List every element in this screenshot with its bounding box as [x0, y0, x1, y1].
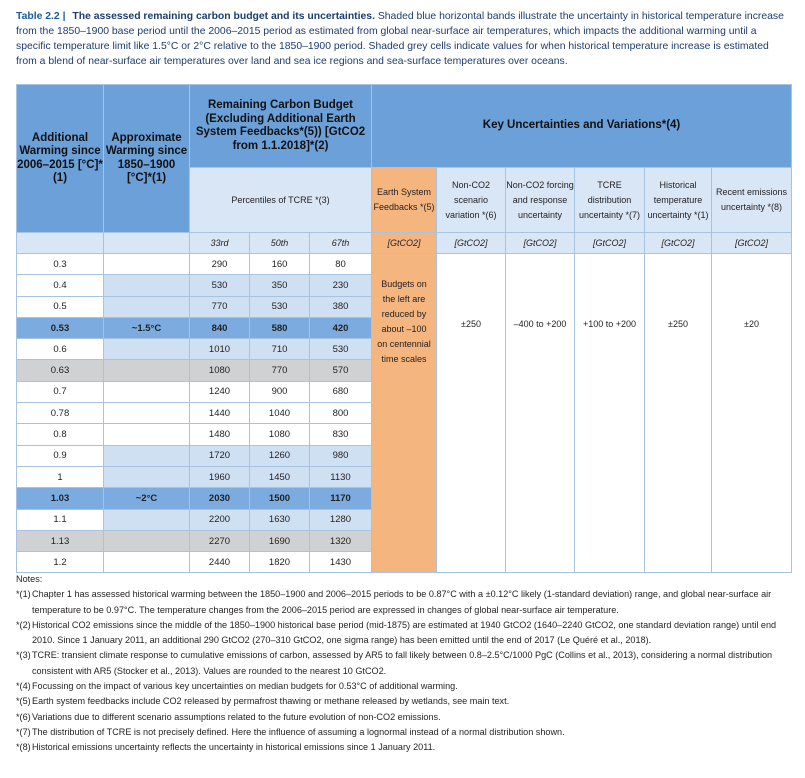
budget-p33-cell: 2030 — [190, 488, 250, 509]
additional-warming-cell: 1.2 — [17, 552, 104, 573]
additional-warming-cell: 0.6 — [17, 339, 104, 360]
approximate-warming-cell — [104, 296, 190, 317]
additional-warming-cell: 0.9 — [17, 445, 104, 466]
notes — [16, 572, 791, 756]
note-text: Focussing on the impact of various key uncertainties on median budgets for 0.53°C of additional warming. — [32, 681, 458, 692]
note-item — [16, 740, 791, 755]
approximate-warming-cell — [104, 530, 190, 551]
note-marker: *(2) — [16, 619, 31, 630]
budget-p50-cell: 1080 — [250, 424, 310, 445]
approximate-warming-cell: ~2°C — [104, 488, 190, 509]
budget-p50-cell: 770 — [250, 360, 310, 381]
approximate-warming-cell — [104, 275, 190, 296]
note-marker: *(3) — [16, 650, 31, 661]
approximate-warming-cell — [104, 509, 190, 530]
notes-heading: Notes: — [16, 574, 43, 584]
additional-warming-cell: 0.4 — [17, 275, 104, 296]
budget-p33-cell: 2440 — [190, 552, 250, 573]
header-key-uncertainties: Key Uncertainties and Variations*(4) — [372, 85, 792, 168]
unit-nonco2-scenario: [GtCO2] — [437, 233, 506, 254]
unit-historical: [GtCO2] — [645, 233, 712, 254]
budget-p33-cell: 1010 — [190, 339, 250, 360]
note-item — [16, 618, 791, 649]
note-marker: *(6) — [16, 711, 31, 722]
budget-p33-cell: 1080 — [190, 360, 250, 381]
note-item — [16, 694, 791, 709]
header-approximate-warming: Approximate Warming since 1850–1900 [°C]*(1) — [104, 85, 190, 233]
approximate-warming-cell — [104, 254, 190, 275]
additional-warming-cell: 0.3 — [17, 254, 104, 275]
approximate-warming-cell — [104, 552, 190, 573]
additional-warming-cell: 0.7 — [17, 381, 104, 402]
header-additional-warming: Additional Warming since 2006–2015 [°C]*(1) — [17, 85, 104, 233]
carbon-budget-table — [16, 84, 792, 573]
note-text: Historical CO2 emissions since the middle of the 1850–1900 historical base period (mid-1875) are estimated at 1940 GtCO2 (1640–2240 GtCO2, one standard deviation range) until end 2010. Since 1 January 2011, an additional 290 GtCO2 (270–310 GtCO2, one sigma range) has been emitted until the end of 2017 (Le Quéré et al., 2018). — [32, 619, 777, 646]
budget-p50-cell: 1040 — [250, 403, 310, 424]
approximate-warming-cell: ~1.5°C — [104, 317, 190, 338]
approximate-warming-cell — [104, 339, 190, 360]
note-marker: *(7) — [16, 726, 31, 737]
budget-p50-cell: 160 — [250, 254, 310, 275]
note-text: Variations due to different scenario assumptions related to the future evolution of non-CO2 emissions. — [32, 711, 441, 722]
header-nonco2-forcing: Non-CO2 forcing and response uncertainty — [506, 168, 575, 233]
additional-warming-cell: 0.78 — [17, 403, 104, 424]
budget-p33-cell: 530 — [190, 275, 250, 296]
table-caption — [16, 9, 791, 69]
budget-p67-cell: 830 — [310, 424, 372, 445]
budget-p67-cell: 980 — [310, 445, 372, 466]
percentile-33: 33rd — [190, 233, 250, 254]
note-marker: *(1) — [16, 589, 31, 600]
budget-p50-cell: 350 — [250, 275, 310, 296]
budget-p50-cell: 1450 — [250, 466, 310, 487]
header-nonco2-scenario: Non-CO2 scenario variation *(6) — [437, 168, 506, 233]
unit-recent: [GtCO2] — [712, 233, 792, 254]
additional-warming-cell: 1.13 — [17, 530, 104, 551]
budget-p33-cell: 1480 — [190, 424, 250, 445]
budget-p33-cell: 1240 — [190, 381, 250, 402]
budget-p50-cell: 900 — [250, 381, 310, 402]
note-marker: *(4) — [16, 681, 31, 692]
budget-p50-cell: 1500 — [250, 488, 310, 509]
note-text: Historical emissions uncertainty reflects the uncertainty in historical emissions since 1 January 2011. — [32, 742, 436, 753]
budget-p33-cell: 1960 — [190, 466, 250, 487]
table-caption-text: Shaded blue horizontal bands illustrate the uncertainty in historical temperature increase from the 1850–1900 base period until the 2006–2015 period as estimated from global near-surface air temperatures, which impacts the additional warming until a specific temperature limit like 1.5°C or 2°C relative to the 1850–1900 period. Shaded grey cells indicate values for when historical temperature increase is estimated from a blend of near-surface air temperatures over land and sea ice regions and sea-surface temperatures over oceans. — [16, 11, 784, 67]
note-text: Earth system feedbacks include CO2 released by permafrost thawing or methane released by wetlands, see main text. — [32, 696, 510, 707]
budget-p67-cell: 1430 — [310, 552, 372, 573]
note-item — [16, 725, 791, 740]
note-item — [16, 710, 791, 725]
nonco2-scenario-uncertainty-cell: ±250 — [437, 254, 506, 573]
note-text: Chapter 1 has assessed historical warming between the 1850–1900 and 2006–2015 periods to be 0.87°C with a ±0.12°C likely (1-standard deviation) range, and global near-surface air temperature to be 0.97°C. The temperature changes from the 2006–2015 period are expressed in changes of global near-surface air temperature. — [32, 589, 772, 615]
unit-earth-system: [GtCO2] — [372, 233, 437, 254]
tcre-dist-uncertainty-cell: +100 to +200 — [575, 254, 645, 573]
budget-p50-cell: 1260 — [250, 445, 310, 466]
table-row — [17, 254, 792, 275]
approximate-warming-cell — [104, 360, 190, 381]
header-tcre-distribution: TCRE distribution uncertainty *(7) — [575, 168, 645, 233]
budget-p67-cell: 380 — [310, 296, 372, 317]
budget-p67-cell: 1320 — [310, 530, 372, 551]
budget-p33-cell: 770 — [190, 296, 250, 317]
note-item — [16, 679, 791, 694]
note-item — [16, 648, 791, 679]
budget-p67-cell: 1280 — [310, 509, 372, 530]
note-text: The distribution of TCRE is not precisely defined. Here the influence of assuming a lognormal instead of a normal distribution shown. — [32, 726, 565, 737]
budget-p50-cell: 1690 — [250, 530, 310, 551]
budget-p33-cell: 1720 — [190, 445, 250, 466]
unit-blank-2 — [104, 233, 190, 254]
note-text: TCRE: transient climate response to cumulative emissions of carbon, assessed by AR5 to fall likely between 0.8–2.5°C/1000 PgC (Collins et al., 2013), considering a normal distribution consistent with AR5 (Stocker et al., 2013). Values are rounded to the nearest 10 GtCO2. — [32, 650, 773, 676]
table-label: Table 2.2 | — [16, 11, 66, 22]
budget-p67-cell: 570 — [310, 360, 372, 381]
recent-em-uncertainty-cell: ±20 — [712, 254, 792, 573]
table-title: The assessed remaining carbon budget and its uncertainties. — [72, 11, 375, 22]
additional-warming-cell: 0.53 — [17, 317, 104, 338]
budget-p50-cell: 530 — [250, 296, 310, 317]
budget-p50-cell: 1630 — [250, 509, 310, 530]
additional-warming-cell: 1 — [17, 466, 104, 487]
header-earth-system: Earth System Feedbacks *(5) — [372, 168, 437, 233]
header-percentiles: Percentiles of TCRE *(3) — [190, 168, 372, 233]
approximate-warming-cell — [104, 381, 190, 402]
budget-p67-cell: 1130 — [310, 466, 372, 487]
budget-p67-cell: 1170 — [310, 488, 372, 509]
nonco2-forcing-uncertainty-cell: –400 to +200 — [506, 254, 575, 573]
approximate-warming-cell — [104, 424, 190, 445]
unit-nonco2-forcing: [GtCO2] — [506, 233, 575, 254]
header-historical-temp: Historical temperature uncertainty *(1) — [645, 168, 712, 233]
budget-p67-cell: 680 — [310, 381, 372, 402]
budget-p33-cell: 2200 — [190, 509, 250, 530]
earth-system-feedbacks-cell: Budgets on the left are reduced by about –100 on centennial time scales — [372, 254, 437, 573]
percentile-50: 50th — [250, 233, 310, 254]
unit-tcre: [GtCO2] — [575, 233, 645, 254]
percentile-67: 67th — [310, 233, 372, 254]
additional-warming-cell: 0.63 — [17, 360, 104, 381]
hist-temp-uncertainty-cell: ±250 — [645, 254, 712, 573]
approximate-warming-cell — [104, 403, 190, 424]
budget-p67-cell: 80 — [310, 254, 372, 275]
budget-p33-cell: 840 — [190, 317, 250, 338]
additional-warming-cell: 1.03 — [17, 488, 104, 509]
budget-p33-cell: 290 — [190, 254, 250, 275]
notes-list — [16, 587, 791, 755]
header-remaining-budget: Remaining Carbon Budget (Excluding Additional Earth System Feedbacks*(5)) [GtCO2 from 1.1.2018]*(2) — [190, 85, 372, 168]
unit-blank-1 — [17, 233, 104, 254]
budget-p50-cell: 710 — [250, 339, 310, 360]
approximate-warming-cell — [104, 445, 190, 466]
budget-p67-cell: 800 — [310, 403, 372, 424]
budget-p67-cell: 230 — [310, 275, 372, 296]
budget-p33-cell: 1440 — [190, 403, 250, 424]
budget-p67-cell: 420 — [310, 317, 372, 338]
note-marker: *(8) — [16, 742, 31, 753]
budget-p33-cell: 2270 — [190, 530, 250, 551]
table-body — [17, 254, 792, 573]
approximate-warming-cell — [104, 466, 190, 487]
header-recent-emissions: Recent emissions uncertainty *(8) — [712, 168, 792, 233]
additional-warming-cell: 0.8 — [17, 424, 104, 445]
additional-warming-cell: 0.5 — [17, 296, 104, 317]
note-marker: *(5) — [16, 696, 31, 707]
additional-warming-cell: 1.1 — [17, 509, 104, 530]
budget-p50-cell: 580 — [250, 317, 310, 338]
budget-p67-cell: 530 — [310, 339, 372, 360]
note-item — [16, 587, 791, 618]
budget-p50-cell: 1820 — [250, 552, 310, 573]
